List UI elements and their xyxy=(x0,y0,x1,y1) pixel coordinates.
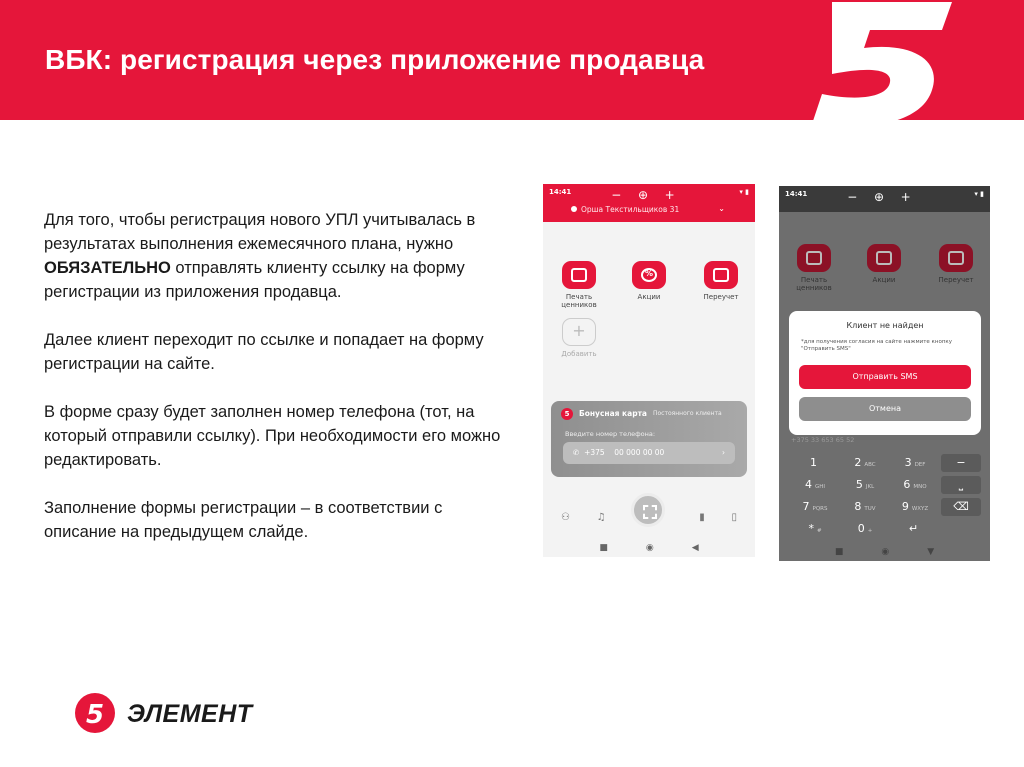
dialog-note: *для получения согласия на сайте нажмите кнопку "Отправить SMS" xyxy=(801,339,952,352)
app-top-bar xyxy=(779,186,990,212)
tile-recount[interactable] xyxy=(692,261,750,301)
key-digit: * xyxy=(808,522,814,535)
bell-icon[interactable]: ♫ xyxy=(596,512,606,523)
send-sms-button[interactable]: Отправить SMS xyxy=(799,365,971,389)
key-digit: 7 xyxy=(802,500,810,513)
zoom-icon[interactable]: ⊕ xyxy=(873,190,885,204)
home-icon[interactable]: ◉ xyxy=(881,547,890,557)
tile-promotions[interactable] xyxy=(620,261,678,301)
stats-icon[interactable]: ▮ xyxy=(699,512,705,523)
phone-icon: ✆ xyxy=(573,448,580,457)
chevron-right-icon[interactable]: › xyxy=(722,448,725,457)
recent-apps-icon[interactable]: ■ xyxy=(599,543,608,553)
minus-key[interactable]: − xyxy=(941,454,981,472)
header-banner xyxy=(0,0,1024,120)
key-enter[interactable] xyxy=(885,520,945,538)
percent-icon xyxy=(632,261,666,289)
key-letters: GHI xyxy=(814,484,826,490)
tile-promotions xyxy=(855,244,913,284)
profile-icon[interactable]: ⚇ xyxy=(561,512,570,523)
paragraph-1 xyxy=(44,208,514,304)
keyboard-hide-icon[interactable]: ▼ xyxy=(927,547,935,557)
key-letters: # xyxy=(816,528,822,534)
store-location[interactable] xyxy=(571,205,679,214)
printer-icon xyxy=(562,261,596,289)
tile-label: Печать ценников xyxy=(561,293,597,309)
big-five-logo xyxy=(792,0,962,120)
key-3[interactable] xyxy=(885,454,945,472)
zoom-bar[interactable] xyxy=(603,188,683,202)
paragraph-2: Далее клиент переходит по ссылке и попадает на форму регистрации на сайте. xyxy=(44,331,484,373)
bonus-card-title: Бонусная карта xyxy=(579,409,647,418)
tile-label: Печать ценников xyxy=(796,276,832,292)
back-icon[interactable]: ◀ xyxy=(691,543,699,553)
slide-title: ВБК: регистрация через приложение продавца xyxy=(45,44,705,75)
key-letters: WXYZ xyxy=(911,506,929,512)
clipboard-icon[interactable]: ▯ xyxy=(731,512,737,523)
percent-icon xyxy=(867,244,901,272)
status-time: 14:41 xyxy=(549,188,572,196)
paragraph-3: В форме сразу будет заполнен номер телефона (тот, на который отправили ссылку). При необходимости его можно редактировать. xyxy=(44,403,501,469)
key-letters: TUV xyxy=(864,506,876,512)
p1-text-end: отправлять клиенту ссылку на форму регистрации из приложения продавца. xyxy=(44,259,465,301)
recent-apps-icon[interactable]: ■ xyxy=(834,547,844,557)
bottom-nav xyxy=(543,512,755,523)
key-letters: ABC xyxy=(864,462,876,468)
key-digit: 9 xyxy=(901,500,909,513)
key-digit: 2 xyxy=(854,456,862,469)
bonus-card-subtitle: Постоянного клиента xyxy=(653,410,722,417)
chevron-down-icon[interactable]: ⌄ xyxy=(718,204,725,213)
status-icons: ▾ ▮ xyxy=(974,190,984,198)
paragraph-4: Заполнение формы регистрации – в соответствии с описание на предыдущем слайде. xyxy=(44,499,443,541)
zoom-in-icon[interactable]: + xyxy=(900,190,911,204)
key-9[interactable] xyxy=(885,498,945,516)
add-tile-button[interactable]: + xyxy=(562,318,596,346)
phone-placeholder: 00 000 00 00 xyxy=(614,448,665,457)
tile-label: Переучет xyxy=(703,293,739,301)
phone-hint: Введите номер телефона: xyxy=(565,430,656,438)
brand-name: ЭЛЕМЕНТ xyxy=(127,700,253,728)
key-digit: 0 xyxy=(857,522,865,535)
key-digit: 1 xyxy=(810,456,817,469)
tile-label: Акции xyxy=(872,276,896,284)
tile-label: Переучет xyxy=(938,276,974,284)
home-icon[interactable]: ◉ xyxy=(645,543,654,553)
location-text: Орша Текстильщиков 31 xyxy=(581,205,680,214)
zoom-bar[interactable] xyxy=(839,190,919,204)
key-letters: MNO xyxy=(913,484,927,490)
body-text xyxy=(44,208,514,568)
key-digit: ↵ xyxy=(908,522,919,535)
bonus-card-panel xyxy=(551,401,747,477)
zoom-in-icon[interactable]: + xyxy=(664,188,675,202)
tile-label: Акции xyxy=(637,293,661,301)
tile-recount xyxy=(927,244,985,284)
client-not-found-dialog xyxy=(789,311,981,435)
svg-text:5: 5 xyxy=(85,700,105,730)
key-digit: 6 xyxy=(903,478,911,491)
phone-screenshot-dialog xyxy=(779,186,990,561)
phone-screenshot-app xyxy=(543,184,755,557)
p1-bold: ОБЯЗАТЕЛЬНО xyxy=(44,259,171,277)
space-key[interactable]: ⎵ xyxy=(941,476,981,494)
printer-icon xyxy=(797,244,831,272)
app-top-bar xyxy=(543,184,755,222)
status-icons: ▾ ▮ xyxy=(739,188,749,196)
key-letters: PQRS xyxy=(812,506,828,512)
key-digit: 5 xyxy=(855,478,863,491)
dialog-title: Клиент не найден xyxy=(846,321,924,330)
brand-five-icon: 5 xyxy=(561,408,573,420)
key-letters: JKL xyxy=(865,484,875,490)
cancel-button[interactable]: Отмена xyxy=(799,397,971,421)
recount-icon xyxy=(939,244,973,272)
key-letters: DEF xyxy=(914,462,926,468)
status-time: 14:41 xyxy=(785,190,808,198)
zoom-out-icon[interactable]: − xyxy=(611,188,622,202)
numeric-keypad xyxy=(785,454,985,540)
system-nav xyxy=(779,547,990,557)
tile-print-labels[interactable] xyxy=(550,261,608,309)
backspace-key[interactable]: ⌫ xyxy=(941,498,981,516)
key-digit: 4 xyxy=(804,478,812,491)
recount-icon xyxy=(704,261,738,289)
phone-field-value: +375 33 653 65 52 xyxy=(791,436,855,444)
p1-text: Для того, чтобы регистрация нового УПЛ учитывалась в результатах выполнения ежемесячного плана, нужно xyxy=(44,211,476,253)
key-digit: 8 xyxy=(854,500,862,513)
system-nav xyxy=(543,543,755,553)
zoom-icon[interactable]: ⊕ xyxy=(637,188,649,202)
five-badge-icon xyxy=(73,690,117,736)
key-6[interactable] xyxy=(885,476,945,494)
add-tile-label: Добавить xyxy=(561,350,597,358)
zoom-out-icon[interactable]: − xyxy=(847,190,858,204)
phone-input[interactable] xyxy=(563,442,735,464)
tile-print-labels xyxy=(785,244,843,292)
key-letters: + xyxy=(867,528,873,534)
phone-prefix: +375 xyxy=(584,448,605,457)
key-digit: 3 xyxy=(904,456,912,469)
location-pin-icon xyxy=(571,206,577,212)
